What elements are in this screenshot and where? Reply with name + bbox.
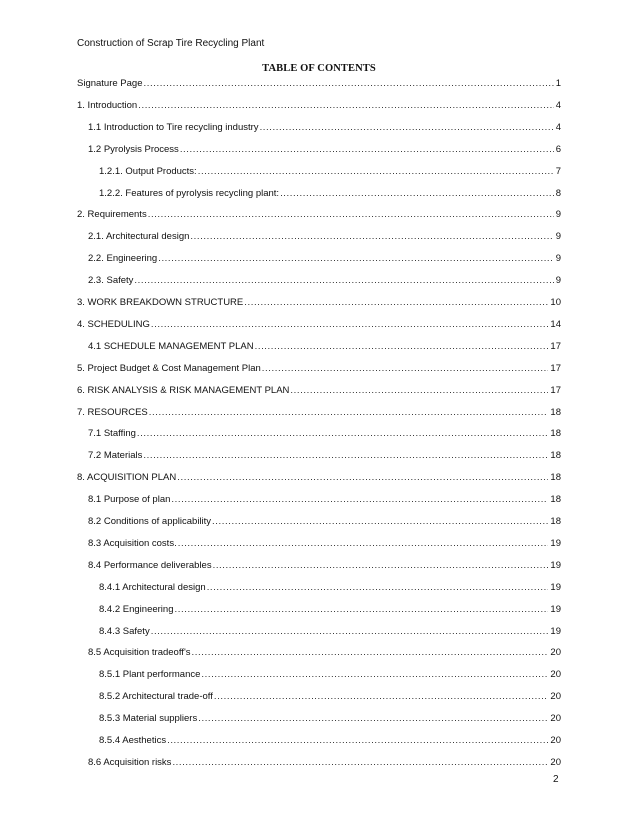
toc-entry-page: 17: [550, 362, 561, 374]
toc-leader-dots: [172, 756, 548, 770]
toc-entry[interactable]: [77, 296, 561, 310]
toc-entry[interactable]: [99, 165, 561, 179]
toc-entry-label: 8.5.1 Plant performance: [99, 669, 201, 681]
toc-entry[interactable]: [99, 690, 561, 704]
toc-entry[interactable]: [77, 318, 561, 332]
toc-entry-page: 18: [550, 516, 561, 527]
toc-leader-dots: [201, 668, 548, 682]
toc-entry-label: 1.1 Introduction to Tire recycling industry: [88, 121, 259, 133]
toc-entry-page: 9: [555, 209, 561, 221]
toc-leader-dots: [244, 296, 548, 310]
toc-leader-dots: [190, 230, 553, 244]
toc-leader-dots: [151, 625, 549, 639]
toc-entry[interactable]: [99, 625, 561, 639]
toc-entry-page: 19: [550, 581, 561, 593]
toc-leader-dots: [212, 515, 548, 529]
toc-entry[interactable]: [77, 208, 561, 222]
toc-leader-dots: [198, 712, 548, 726]
toc-entry-page: 18: [550, 494, 561, 506]
toc-entry-label: 1.2 Pyrolysis Process: [88, 143, 179, 155]
toc-entry[interactable]: [77, 99, 561, 113]
toc-leader-dots: [192, 646, 549, 660]
toc-entry-label: 4.1 SCHEDULE MANAGEMENT PLAN: [88, 340, 254, 352]
toc-entry-label: 8.6 Acquisition risks: [88, 756, 172, 768]
toc-entry[interactable]: [88, 493, 561, 507]
toc-entry-page: 7: [555, 165, 561, 177]
toc-entry-page: 18: [550, 450, 561, 462]
toc-entry[interactable]: [88, 646, 561, 660]
toc-entry-label: 8.5.2 Architectural trade-off: [99, 691, 213, 703]
toc-entry-page: 19: [550, 625, 561, 637]
toc-entry[interactable]: [88, 340, 561, 354]
toc-entry-page: 1: [555, 78, 561, 89]
toc-entry-label: 6. RISK ANALYSIS & RISK MANAGEMENT PLAN: [77, 384, 290, 396]
toc-entry[interactable]: [88, 230, 561, 244]
toc-entry-page: 20: [550, 735, 561, 746]
toc-entry-label: 8. ACQUISITION PLAN: [77, 472, 177, 484]
toc-entry-label: Signature Page: [77, 78, 143, 89]
toc-entry-label: 8.3 Acquisition costs.: [88, 537, 177, 549]
toc-entry-page: 8: [555, 187, 561, 199]
toc-entry-page: 19: [550, 559, 561, 571]
toc-entry-page: 9: [555, 253, 561, 265]
toc-entry-page: 14: [550, 318, 561, 330]
toc-entry[interactable]: [88, 515, 561, 529]
toc-entry-page: 18: [550, 406, 561, 418]
toc-entry-label: 2.3. Safety: [88, 275, 134, 287]
toc-leader-dots: [151, 318, 549, 332]
toc-entry-label: 1. Introduction: [77, 99, 138, 111]
toc-entry[interactable]: [77, 406, 561, 420]
toc-leader-dots: [255, 340, 549, 354]
toc-entry-label: 7.1 Staffing: [88, 428, 136, 440]
toc-entry[interactable]: [88, 427, 561, 441]
toc-entry[interactable]: [88, 559, 561, 573]
toc-entry-page: 20: [550, 756, 561, 768]
toc-entry[interactable]: [99, 712, 561, 726]
toc-leader-dots: [180, 143, 554, 157]
toc-entry[interactable]: [99, 734, 561, 748]
toc-entry-label: 3. WORK BREAKDOWN STRUCTURE: [77, 297, 244, 308]
toc-entry-label: 1.2.1. Output Products:: [99, 165, 197, 177]
page-number: 2: [553, 774, 559, 785]
toc-leader-dots: [158, 252, 554, 266]
toc-leader-dots: [149, 406, 549, 420]
toc-entry[interactable]: [88, 143, 561, 157]
toc-entry-page: 20: [550, 669, 561, 681]
toc-leader-dots: [290, 384, 548, 398]
toc-entry-label: 8.4.2 Engineering: [99, 603, 174, 615]
toc-entry[interactable]: [88, 537, 561, 551]
running-header: Construction of Scrap Tire Recycling Plant: [77, 38, 265, 49]
toc-entry-label: 8.4.1 Architectural design: [99, 581, 206, 593]
toc-entry-page: 20: [550, 647, 561, 659]
toc-entry-page: 9: [555, 275, 561, 287]
toc-entry-label: 2.1. Architectural design: [88, 231, 190, 243]
toc-leader-dots: [143, 449, 548, 463]
toc-entry-label: 8.5.3 Material suppliers: [99, 713, 198, 725]
toc-entry[interactable]: [99, 581, 561, 595]
toc-title: TABLE OF CONTENTS: [262, 63, 376, 74]
toc-entry-page: 6: [555, 143, 561, 155]
toc-entry-label: 8.4.3 Safety: [99, 625, 150, 637]
toc-entry[interactable]: [77, 77, 561, 91]
toc-entry[interactable]: [99, 603, 561, 617]
toc-entry-label: 7.2 Materials: [88, 450, 143, 462]
toc-entry-page: 18: [550, 428, 561, 440]
toc-entry-label: 8.1 Purpose of plan: [88, 494, 171, 506]
toc-entry[interactable]: [77, 362, 561, 376]
toc-leader-dots: [148, 208, 554, 222]
toc-entry-label: 8.5 Acquisition tradeoff's: [88, 647, 191, 659]
toc-leader-dots: [198, 165, 554, 179]
toc-entry-label: 5. Project Budget & Cost Management Plan: [77, 362, 261, 374]
toc-leader-dots: [262, 362, 549, 376]
toc-entry-label: 2.2. Engineering: [88, 253, 158, 265]
toc-entry[interactable]: [88, 449, 561, 463]
toc-entry-label: 8.5.4 Aesthetics: [99, 735, 167, 746]
toc-leader-dots: [207, 581, 549, 595]
toc-leader-dots: [137, 427, 549, 441]
toc-leader-dots: [134, 274, 553, 288]
toc-entry-page: 4: [555, 99, 561, 111]
toc-entry-page: 19: [550, 603, 561, 615]
toc-entry-page: 10: [550, 297, 561, 308]
toc-leader-dots: [174, 603, 548, 617]
toc-leader-dots: [138, 99, 553, 113]
toc-leader-dots: [178, 537, 549, 551]
toc-entry[interactable]: [88, 252, 561, 266]
toc-entry-label: 1.2.2. Features of pyrolysis recycling plant:: [99, 187, 280, 199]
toc-entry[interactable]: [99, 668, 561, 682]
toc-entry-page: 20: [550, 691, 561, 703]
toc-entry-label: 2. Requirements: [77, 209, 147, 221]
toc-entry[interactable]: [88, 274, 561, 288]
toc-leader-dots: [167, 734, 548, 748]
toc-entry-page: 19: [550, 537, 561, 549]
toc-entry[interactable]: [88, 756, 561, 770]
toc-entry-label: 4. SCHEDULING: [77, 318, 150, 330]
toc-entry-label: 8.4 Performance deliverables: [88, 559, 212, 571]
toc-entry-page: 18: [550, 472, 561, 484]
toc-leader-dots: [260, 121, 554, 135]
toc-entry-page: 20: [550, 713, 561, 725]
toc-leader-dots: [177, 471, 548, 485]
toc-entry[interactable]: [88, 121, 561, 135]
toc-leader-dots: [280, 187, 554, 201]
toc-entry-label: 7. RESOURCES: [77, 406, 148, 418]
toc-entry-page: 17: [550, 384, 561, 396]
toc-entry[interactable]: [77, 471, 561, 485]
toc-entry-page: 17: [550, 340, 561, 352]
toc-leader-dots: [214, 690, 549, 704]
toc-leader-dots: [171, 493, 548, 507]
toc-entry[interactable]: [99, 187, 561, 201]
toc-entry[interactable]: [77, 384, 561, 398]
toc-entry-page: 4: [555, 121, 561, 133]
toc-entry-page: 9: [555, 231, 561, 243]
toc-entry-label: 8.2 Conditions of applicability: [88, 516, 212, 527]
toc-leader-dots: [213, 559, 549, 573]
toc-leader-dots: [144, 77, 554, 91]
